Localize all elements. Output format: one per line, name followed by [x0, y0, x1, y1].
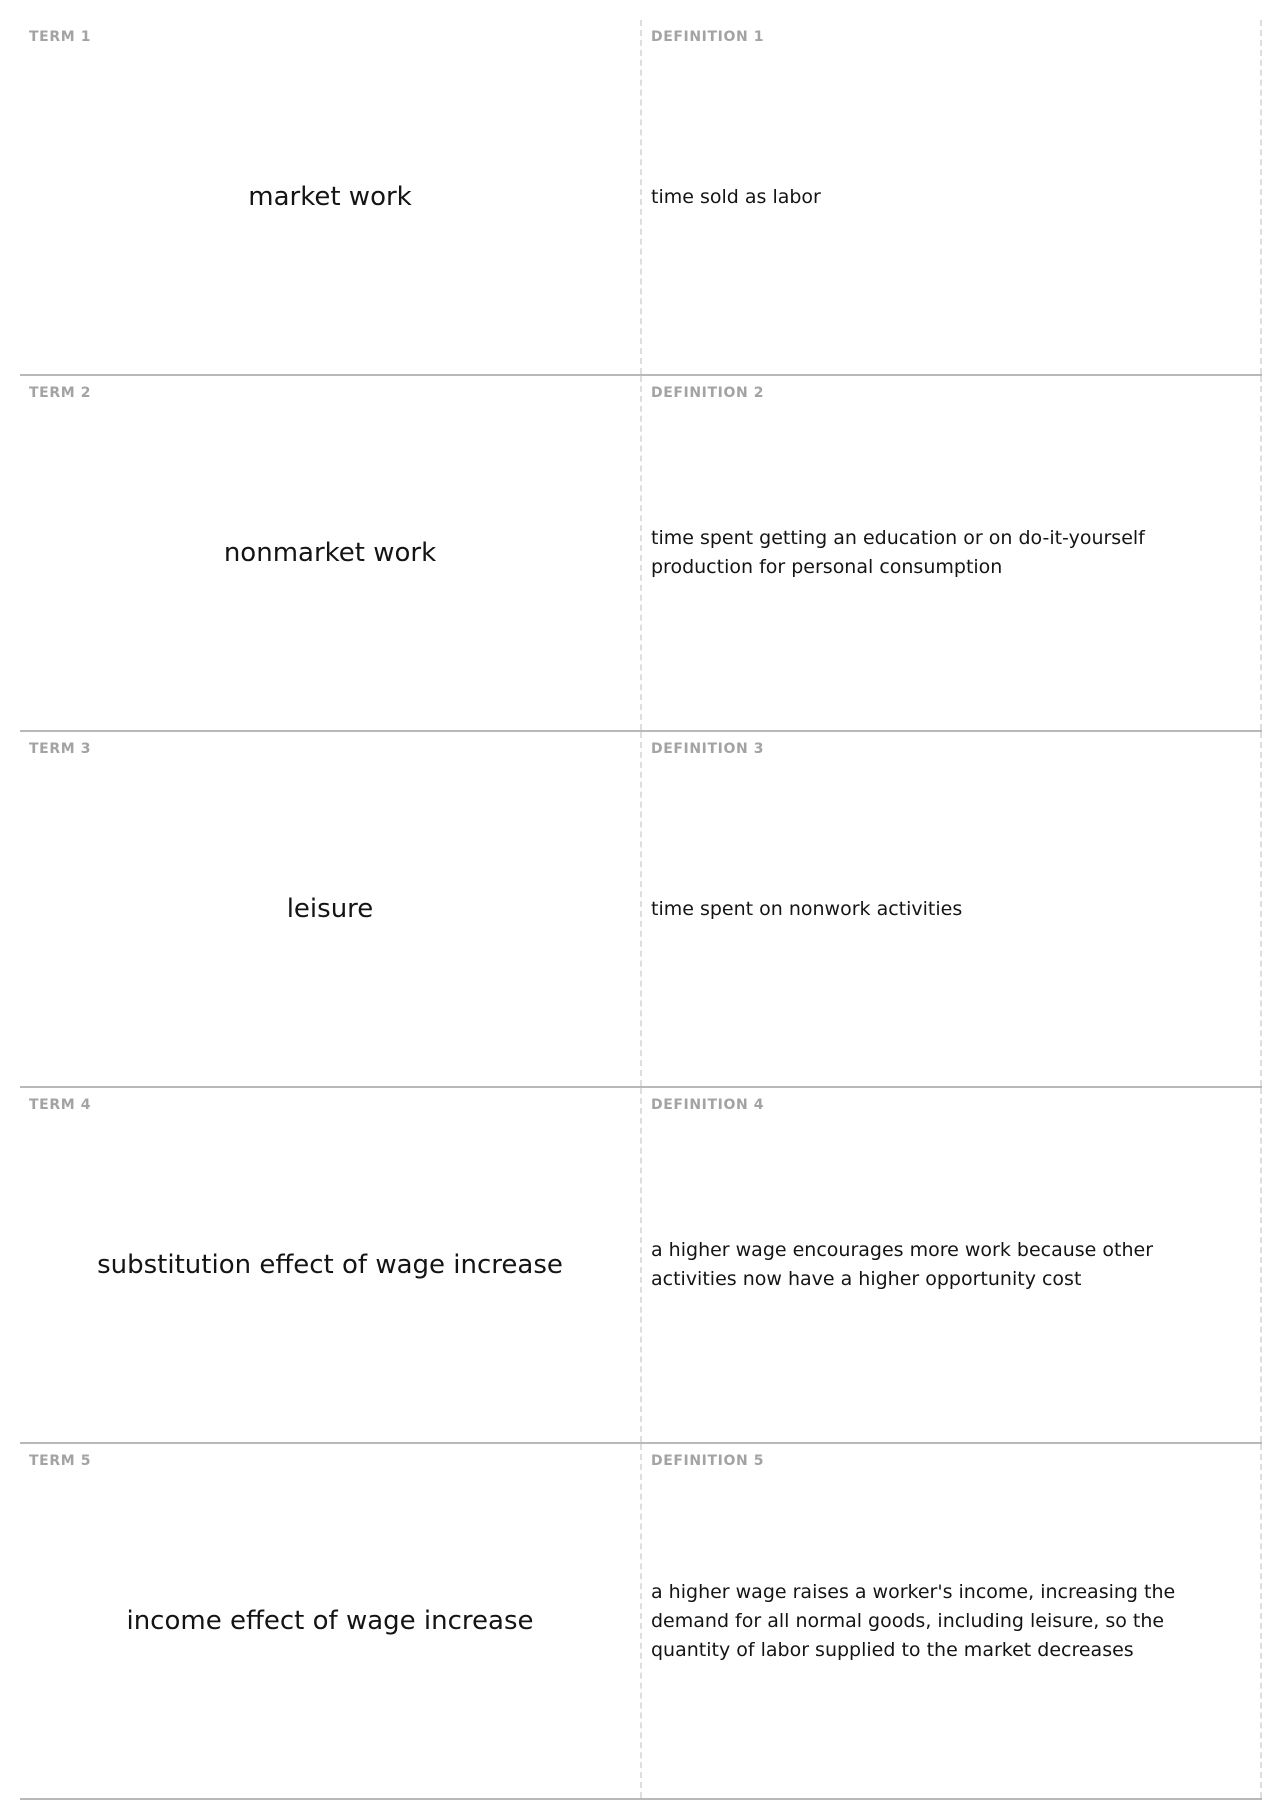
- term-text: market work: [248, 182, 412, 212]
- flashcard-row-1: [20, 20, 1262, 376]
- definition-text: time spent getting an education or on do-it-yourself production for personal consumption: [651, 527, 1145, 578]
- term-cell: [20, 1088, 642, 1442]
- flashcard-sheet: [20, 20, 1262, 1800]
- definition-label: DEFINITION 4: [651, 1097, 765, 1113]
- term-label: TERM 3: [29, 741, 92, 757]
- term-label: TERM 2: [29, 385, 92, 401]
- term-text: leisure: [286, 894, 374, 924]
- flashcard-row-2: [20, 376, 1262, 732]
- definition-label: DEFINITION 2: [651, 385, 765, 401]
- definition-label: DEFINITION 1: [651, 29, 765, 45]
- term-text: substitution effect of wage increase: [97, 1250, 563, 1280]
- definition-cell: [642, 20, 1262, 374]
- definition-text: a higher wage raises a worker's income, increasing the demand for all normal goods, including leisure, so the quantity of labor supplied to the market decreases: [651, 1580, 1176, 1661]
- flashcard-row-4: [20, 1088, 1262, 1444]
- definition-cell: [642, 1444, 1262, 1798]
- definition-label: DEFINITION 3: [651, 741, 765, 757]
- term-label: TERM 5: [29, 1453, 92, 1469]
- definition-cell: [642, 1088, 1262, 1442]
- flashcard-row-3: [20, 732, 1262, 1088]
- term-text: income effect of wage increase: [126, 1606, 534, 1636]
- term-label: TERM 1: [29, 29, 92, 45]
- definition-label: DEFINITION 5: [651, 1453, 765, 1469]
- term-cell: [20, 732, 642, 1086]
- definition-cell: [642, 376, 1262, 730]
- definition-text: time sold as labor: [651, 185, 821, 208]
- definition-text: time spent on nonwork activities: [651, 897, 963, 920]
- term-cell: [20, 1444, 642, 1798]
- flashcard-row-5: [20, 1444, 1262, 1800]
- definition-text: a higher wage encourages more work because other activities now have a higher opportunity cost: [651, 1239, 1154, 1290]
- term-cell: [20, 20, 642, 374]
- term-text: nonmarket work: [223, 538, 437, 568]
- definition-cell: [642, 732, 1262, 1086]
- term-label: TERM 4: [29, 1097, 92, 1113]
- term-cell: [20, 376, 642, 730]
